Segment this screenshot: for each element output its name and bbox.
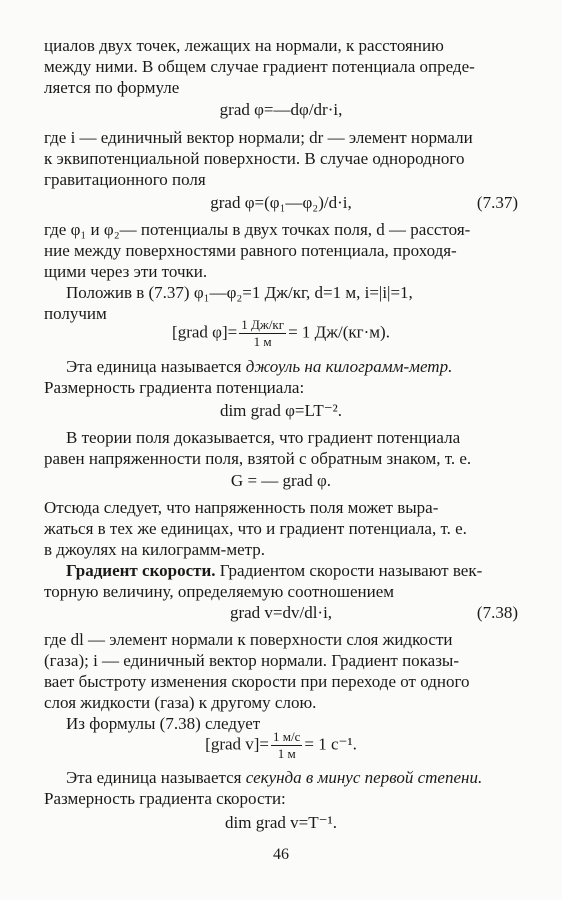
eq-right: = 1 с⁻¹. [304, 734, 357, 754]
text-line: Размерность градиента потенциала: [44, 378, 305, 397]
text-line: между ними. В общем случае градиент потенциала опреде- [44, 57, 475, 76]
eq-left: [grad φ]= [172, 322, 238, 342]
text-line: в джоулях на килограмм-метр. [44, 540, 266, 559]
eq-right: = 1 Дж/(кг·м). [288, 322, 390, 342]
equation-number: (7.38) [476, 603, 518, 622]
fraction [239, 318, 286, 349]
text-line: щими через эти точки. [44, 262, 208, 281]
text-line: ние между поверхностями равного потенциала, проходя- [44, 241, 457, 260]
text-line: торную величину, определяемую соотношением [44, 582, 395, 601]
fraction [271, 730, 302, 761]
text-line: равен напряженности поля, взятой с обратным знаком, т. е. [44, 449, 472, 468]
text-line [44, 428, 518, 449]
equation-unit-grad-phi [44, 318, 518, 349]
equation-dim-grad-v: dim grad v=T⁻¹. [225, 813, 337, 832]
text-line: Отсюда следует, что напряженность поля может выра- [44, 498, 439, 517]
text-segment: Градиентом скорости называют век- [215, 561, 483, 580]
text-line: Размерность градиента скорости: [44, 789, 286, 808]
eq-left: [grad v]= [205, 734, 270, 754]
text-line: где i — единичный вектор нормали; dr — элемент нормали [44, 128, 473, 147]
equation-G: G = — grad φ. [230, 471, 332, 490]
text-line: циалов двух точек, лежащих на нормали, к расстоянию [44, 36, 444, 55]
text-segment: Эта единица называется [66, 357, 246, 376]
text-line: (газа); i — единичный вектор нормали. Градиент показы- [44, 651, 460, 670]
unit-name-italic: секунда в минус первой степени. [245, 768, 483, 787]
fraction-numerator: 1 м/с [273, 729, 301, 744]
text-line: к эквипотенциальной поверхности. В случае однородного [44, 149, 465, 168]
text-line: вает быстроту изменения скорости при переходе от одного [44, 672, 470, 691]
text-segment: Положив в (7.37) φ₁—φ₂=1 Дж/кг, d=1 м, i=|i|=1, [66, 283, 413, 302]
fraction-denominator: 1 м [253, 334, 272, 349]
equation-number: (7.37) [476, 193, 518, 212]
text-line: слоя жидкости (газа) к другому слою. [44, 693, 317, 712]
text-line [44, 768, 518, 789]
fraction-denominator: 1 м [277, 746, 296, 761]
text-line: жаться в тех же единицах, что и градиент потенциала, т. е. [44, 519, 467, 538]
text-line: ляется по формуле [44, 78, 180, 97]
page-number: 46 [273, 846, 289, 863]
text-segment: В теории поля доказывается, что градиент потенциала [66, 428, 461, 447]
text-segment: Эта единица называется [66, 768, 246, 787]
text-line [44, 283, 518, 304]
equation-dim-grad-phi: dim grad φ=LT⁻². [219, 401, 343, 420]
equation-unit-grad-v [44, 730, 518, 761]
unit-name-italic: джоуль на килограмм-метр. [245, 357, 453, 376]
fraction-numerator: 1 Дж/кг [241, 317, 285, 332]
equation-grad-phi: grad φ=—dφ/dr·i, [219, 100, 343, 119]
equation-7-38: grad v=dv/dl·i, [229, 603, 333, 622]
text-segment: Из формулы (7.38) следует [66, 714, 261, 733]
text-line: где dl — элемент нормали к поверхности слоя жидкости [44, 630, 453, 649]
text-line: гравитационного поля [44, 170, 206, 189]
equation-7-37: grad φ=(φ₁—φ₂)/d·i, [210, 193, 352, 212]
text-line [44, 561, 518, 582]
text-line: где φ₁ и φ₂— потенциалы в двух точках поля, d — расстоя- [44, 220, 471, 239]
text-line: получим [44, 304, 107, 323]
section-heading: Градиент скорости. [66, 561, 216, 580]
text-line [44, 357, 518, 378]
